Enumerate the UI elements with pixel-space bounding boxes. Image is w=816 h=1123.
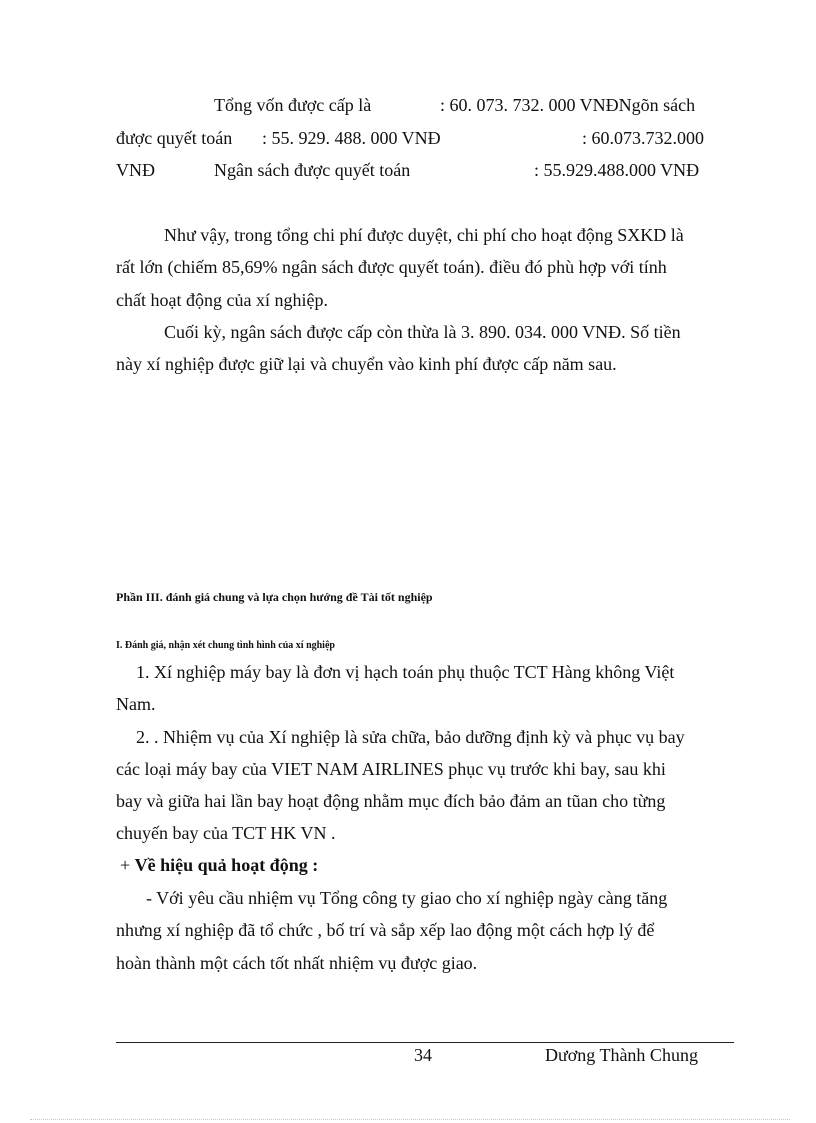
budget-unit: VNĐ (116, 160, 155, 180)
paragraph-line: này xí nghiệp được giữ lại và chuyển vào kinh phí được cấp năm sau. (116, 354, 617, 374)
budget-settled-label: được quyết toán (116, 128, 233, 148)
budget-total-value-repeat: : 60.073.732.000 (582, 128, 705, 148)
sub-heading: I. Đánh giá, nhận xét chung tình hình của xí nghiệp (116, 640, 335, 651)
section-heading: Phần III. đánh giá chung và lựa chọn hướng đề Tài tốt nghiệp (116, 590, 433, 604)
footer-author: Dương Thành Chung (545, 1045, 698, 1065)
efficiency-heading-line (120, 855, 318, 876)
list-item: bay và giữa hai lần bay hoạt động nhằm mục đích bảo đảm an tũan cho từng (116, 791, 666, 811)
page-number: 34 (414, 1045, 432, 1065)
paragraph-line: hoàn thành một cách tốt nhất nhiệm vụ được giao. (116, 953, 478, 973)
paragraph-line: rất lớn (chiếm 85,69% ngân sách được quyết toán). điều đó phù hợp với tính (116, 257, 667, 277)
paragraph-line: nhưng xí nghiệp đã tổ chức , bố trí và sắp xếp lao động một cách hợp lý để (116, 920, 655, 940)
paragraph-line: - Với yêu cầu nhiệm vụ Tổng công ty giao cho xí nghiệp ngày càng tăng (146, 888, 668, 908)
list-item: chuyến bay của TCT HK VN . (116, 823, 336, 843)
efficiency-heading: Về hiệu quả hoạt động : (134, 855, 319, 875)
list-item: 1. Xí nghiệp máy bay là đơn vị hạch toán phụ thuộc TCT Hàng không Việt (136, 662, 675, 682)
budget-settled-value-repeat: : 55.929.488.000 VNĐ (534, 160, 700, 180)
page-edge-dotted-line (30, 1119, 790, 1120)
list-item: 2. . Nhiệm vụ của Xí nghiệp là sửa chữa, bảo dưỡng định kỳ và phục vụ bay (136, 727, 685, 747)
efficiency-prefix: + (120, 855, 135, 875)
footer-rule (116, 1042, 734, 1043)
list-item: Nam. (116, 694, 156, 714)
budget-total-value: : 60. 073. 732. 000 VNĐNgõn sách (440, 95, 696, 115)
budget-settled-value: : 55. 929. 488. 000 VNĐ (262, 128, 441, 148)
list-item: các loại máy bay của VIET NAM AIRLINES phục vụ trước khi bay, sau khi (116, 759, 666, 779)
paragraph-line: chất hoạt động của xí nghiệp. (116, 290, 328, 310)
paragraph-line: Như vậy, trong tổng chi phí được duyệt, chi phí cho hoạt động SXKD là (164, 225, 684, 245)
paragraph-line: Cuối kỳ, ngân sách được cấp còn thừa là 3. 890. 034. 000 VNĐ. Số tiền (164, 322, 681, 342)
budget-total-label: Tổng vốn được cấp là (214, 95, 372, 115)
budget-settled-label-repeat: Ngân sách được quyết toán (214, 160, 411, 180)
